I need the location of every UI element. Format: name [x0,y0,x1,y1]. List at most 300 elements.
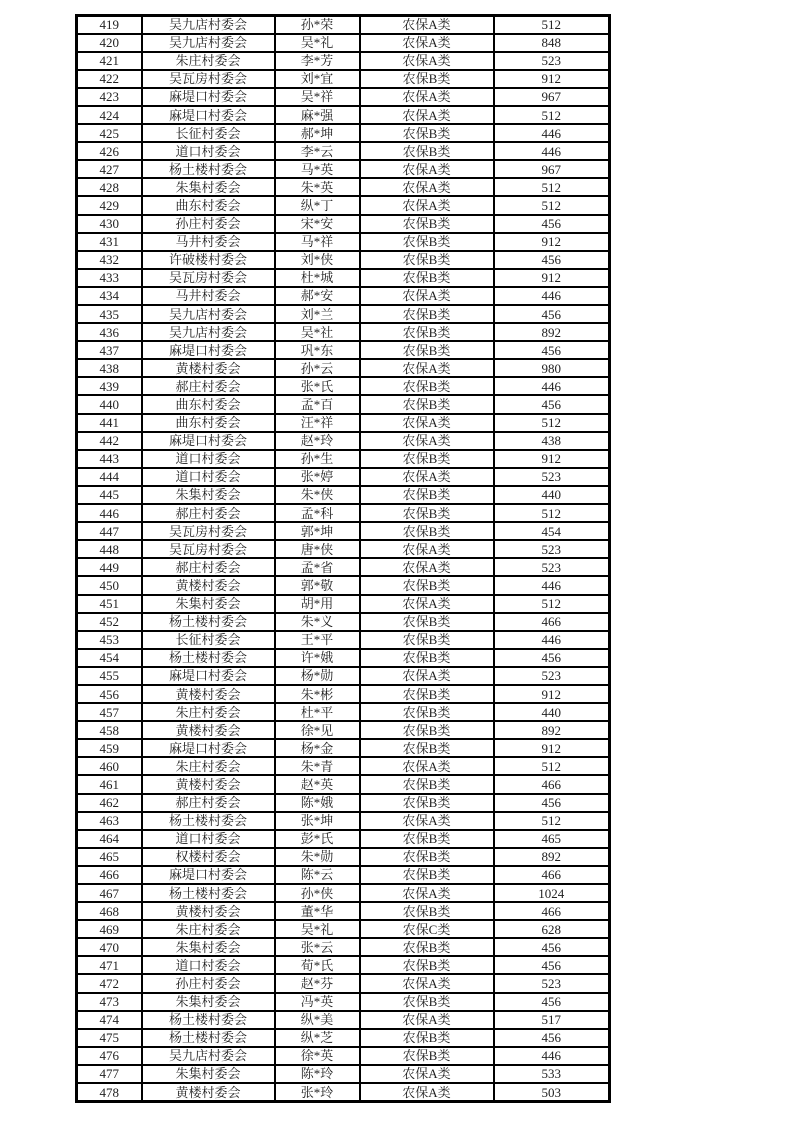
cell-amount: 456 [494,649,610,667]
cell-person-name: 朱*勋 [275,848,360,866]
table-row [77,830,610,848]
cell-amount: 512 [494,812,610,830]
cell-amount: 446 [494,287,610,305]
cell-person-name: 刘*宜 [275,70,360,88]
table-row [77,305,610,323]
cell-amount: 533 [494,1065,610,1083]
cell-row-number: 457 [77,703,142,721]
cell-insurance-category: 农保B类 [360,305,494,323]
cell-row-number: 459 [77,739,142,757]
cell-insurance-category: 农保B类 [360,902,494,920]
cell-insurance-category: 农保A类 [360,667,494,685]
cell-amount: 912 [494,739,610,757]
cell-insurance-category: 农保A类 [360,196,494,214]
cell-person-name: 孟*省 [275,558,360,576]
cell-amount: 456 [494,938,610,956]
cell-amount: 523 [494,558,610,576]
cell-insurance-category: 农保B类 [360,522,494,540]
cell-amount: 456 [494,956,610,974]
cell-row-number: 445 [77,486,142,504]
cell-village-committee: 朱集村委会 [142,938,275,956]
table-row [77,866,610,884]
table-row [77,432,610,450]
table-row [77,595,610,613]
cell-person-name: 汪*祥 [275,414,360,432]
cell-person-name: 吴*礼 [275,34,360,52]
cell-person-name: 张*云 [275,938,360,956]
cell-amount: 466 [494,902,610,920]
cell-row-number: 439 [77,377,142,395]
cell-person-name: 徐*见 [275,721,360,739]
cell-insurance-category: 农保A类 [360,106,494,124]
table-row [77,16,610,34]
cell-row-number: 433 [77,269,142,287]
cell-row-number: 419 [77,16,142,34]
cell-person-name: 孙*荣 [275,16,360,34]
cell-person-name: 刘*侠 [275,251,360,269]
cell-amount: 456 [494,1029,610,1047]
cell-person-name: 陈*娥 [275,794,360,812]
cell-village-committee: 杨土楼村委会 [142,1011,275,1029]
cell-insurance-category: 农保C类 [360,920,494,938]
cell-amount: 456 [494,794,610,812]
cell-village-committee: 长征村委会 [142,631,275,649]
table-row [77,794,610,812]
cell-person-name: 郭*坤 [275,522,360,540]
cell-row-number: 422 [77,70,142,88]
cell-row-number: 437 [77,341,142,359]
cell-village-committee: 吴瓦房村委会 [142,70,275,88]
cell-row-number: 478 [77,1083,142,1101]
cell-amount: 446 [494,576,610,594]
cell-insurance-category: 农保B类 [360,613,494,631]
cell-amount: 440 [494,703,610,721]
cell-amount: 912 [494,233,610,251]
cell-row-number: 431 [77,233,142,251]
table-row [77,215,610,233]
cell-row-number: 421 [77,52,142,70]
cell-row-number: 464 [77,830,142,848]
table-row [77,160,610,178]
cell-row-number: 472 [77,974,142,992]
table-row [77,703,610,721]
cell-amount: 456 [494,251,610,269]
cell-village-committee: 道口村委会 [142,450,275,468]
cell-insurance-category: 农保A类 [360,160,494,178]
cell-person-name: 吴*祥 [275,88,360,106]
cell-person-name: 胡*用 [275,595,360,613]
cell-amount: 440 [494,486,610,504]
cell-village-committee: 道口村委会 [142,956,275,974]
cell-village-committee: 吴瓦房村委会 [142,540,275,558]
cell-insurance-category: 农保A类 [360,1083,494,1101]
cell-insurance-category: 农保A类 [360,540,494,558]
cell-village-committee: 杨土楼村委会 [142,613,275,631]
table-row [77,938,610,956]
table-row [77,522,610,540]
cell-village-committee: 吴九店村委会 [142,34,275,52]
cell-insurance-category: 农保A类 [360,34,494,52]
cell-village-committee: 孙庄村委会 [142,215,275,233]
cell-person-name: 纵*丁 [275,196,360,214]
cell-person-name: 王*平 [275,631,360,649]
cell-row-number: 430 [77,215,142,233]
table-row [77,486,610,504]
cell-village-committee: 许破楼村委会 [142,251,275,269]
cell-insurance-category: 农保B类 [360,341,494,359]
cell-row-number: 469 [77,920,142,938]
cell-person-name: 朱*青 [275,757,360,775]
cell-insurance-category: 农保B类 [360,124,494,142]
cell-village-committee: 杨土楼村委会 [142,884,275,902]
table-row [77,685,610,703]
cell-insurance-category: 农保B类 [360,956,494,974]
cell-row-number: 460 [77,757,142,775]
cell-row-number: 455 [77,667,142,685]
cell-person-name: 朱*彬 [275,685,360,703]
cell-village-committee: 朱庄村委会 [142,757,275,775]
cell-amount: 512 [494,16,610,34]
cell-row-number: 435 [77,305,142,323]
table-row [77,450,610,468]
cell-insurance-category: 农保A类 [360,974,494,992]
table-row [77,920,610,938]
cell-row-number: 452 [77,613,142,631]
cell-person-name: 杜*平 [275,703,360,721]
cell-row-number: 466 [77,866,142,884]
cell-amount: 967 [494,88,610,106]
cell-person-name: 孟*百 [275,395,360,413]
cell-village-committee: 杨土楼村委会 [142,1029,275,1047]
cell-amount: 1024 [494,884,610,902]
cell-amount: 523 [494,540,610,558]
cell-person-name: 张*氏 [275,377,360,395]
cell-row-number: 465 [77,848,142,866]
cell-amount: 512 [494,196,610,214]
table-row [77,1083,610,1101]
cell-person-name: 巩*东 [275,341,360,359]
cell-insurance-category: 农保B类 [360,649,494,667]
cell-person-name: 唐*侠 [275,540,360,558]
cell-insurance-category: 农保B类 [360,70,494,88]
cell-village-committee: 权楼村委会 [142,848,275,866]
table-row [77,468,610,486]
cell-insurance-category: 农保B类 [360,993,494,1011]
cell-insurance-category: 农保A类 [360,359,494,377]
cell-row-number: 443 [77,450,142,468]
cell-insurance-category: 农保B类 [360,1029,494,1047]
cell-row-number: 423 [77,88,142,106]
cell-person-name: 吴*社 [275,323,360,341]
cell-village-committee: 吴瓦房村委会 [142,269,275,287]
cell-amount: 503 [494,1083,610,1101]
cell-person-name: 孙*云 [275,359,360,377]
table-row [77,757,610,775]
cell-row-number: 474 [77,1011,142,1029]
cell-row-number: 471 [77,956,142,974]
cell-row-number: 426 [77,142,142,160]
table-row [77,196,610,214]
cell-row-number: 420 [77,34,142,52]
cell-insurance-category: 农保A类 [360,595,494,613]
cell-village-committee: 朱集村委会 [142,178,275,196]
cell-amount: 466 [494,775,610,793]
cell-village-committee: 郝庄村委会 [142,377,275,395]
table-row [77,377,610,395]
cell-insurance-category: 农保B类 [360,1047,494,1065]
cell-person-name: 马*祥 [275,233,360,251]
cell-amount: 456 [494,305,610,323]
cell-person-name: 陈*玲 [275,1065,360,1083]
cell-row-number: 461 [77,775,142,793]
cell-insurance-category: 农保A类 [360,432,494,450]
cell-amount: 438 [494,432,610,450]
cell-insurance-category: 农保B类 [360,142,494,160]
cell-row-number: 462 [77,794,142,812]
cell-amount: 628 [494,920,610,938]
cell-person-name: 郝*安 [275,287,360,305]
table-row [77,269,610,287]
cell-village-committee: 马井村委会 [142,287,275,305]
cell-amount: 456 [494,341,610,359]
cell-row-number: 438 [77,359,142,377]
cell-village-committee: 郝庄村委会 [142,504,275,522]
cell-row-number: 468 [77,902,142,920]
cell-row-number: 447 [77,522,142,540]
table-row [77,721,610,739]
table-row [77,1047,610,1065]
cell-village-committee: 黄楼村委会 [142,576,275,594]
cell-village-committee: 黄楼村委会 [142,1083,275,1101]
cell-amount: 523 [494,667,610,685]
cell-amount: 980 [494,359,610,377]
table-row [77,142,610,160]
cell-person-name: 郭*敬 [275,576,360,594]
cell-row-number: 436 [77,323,142,341]
cell-village-committee: 朱集村委会 [142,1065,275,1083]
cell-row-number: 451 [77,595,142,613]
cell-amount: 456 [494,993,610,1011]
cell-insurance-category: 农保B类 [360,775,494,793]
cell-amount: 456 [494,215,610,233]
table-row [77,613,610,631]
cell-row-number: 454 [77,649,142,667]
cell-village-committee: 黄楼村委会 [142,359,275,377]
cell-village-committee: 曲东村委会 [142,414,275,432]
table-row [77,812,610,830]
cell-amount: 456 [494,395,610,413]
cell-row-number: 456 [77,685,142,703]
cell-person-name: 孙*生 [275,450,360,468]
cell-village-committee: 道口村委会 [142,830,275,848]
cell-village-committee: 杨土楼村委会 [142,649,275,667]
cell-village-committee: 麻堤口村委会 [142,739,275,757]
cell-village-committee: 杨土楼村委会 [142,160,275,178]
cell-village-committee: 长征村委会 [142,124,275,142]
cell-row-number: 440 [77,395,142,413]
table-row [77,739,610,757]
cell-person-name: 杨*勋 [275,667,360,685]
cell-insurance-category: 农保A类 [360,178,494,196]
cell-person-name: 孟*科 [275,504,360,522]
cell-insurance-category: 农保B类 [360,866,494,884]
cell-person-name: 马*英 [275,160,360,178]
cell-village-committee: 吴九店村委会 [142,323,275,341]
cell-village-committee: 朱庄村委会 [142,703,275,721]
cell-row-number: 473 [77,993,142,1011]
cell-village-committee: 杨土楼村委会 [142,812,275,830]
cell-insurance-category: 农保B类 [360,486,494,504]
cell-village-committee: 马井村委会 [142,233,275,251]
cell-amount: 446 [494,1047,610,1065]
cell-insurance-category: 农保A类 [360,52,494,70]
cell-village-committee: 郝庄村委会 [142,794,275,812]
cell-village-committee: 孙庄村委会 [142,974,275,992]
table-row [77,34,610,52]
cell-amount: 446 [494,124,610,142]
cell-village-committee: 吴九店村委会 [142,16,275,34]
cell-amount: 912 [494,70,610,88]
cell-insurance-category: 农保B类 [360,739,494,757]
cell-amount: 512 [494,178,610,196]
table-row [77,504,610,522]
table-row [77,395,610,413]
cell-person-name: 李*芳 [275,52,360,70]
cell-person-name: 李*云 [275,142,360,160]
cell-village-committee: 道口村委会 [142,468,275,486]
table-row [77,52,610,70]
table-row [77,1011,610,1029]
table-row [77,359,610,377]
cell-insurance-category: 农保B类 [360,504,494,522]
cell-insurance-category: 农保B类 [360,323,494,341]
cell-village-committee: 曲东村委会 [142,196,275,214]
cell-person-name: 宋*安 [275,215,360,233]
cell-person-name: 纵*美 [275,1011,360,1029]
table-row [77,178,610,196]
cell-insurance-category: 农保B类 [360,215,494,233]
cell-row-number: 476 [77,1047,142,1065]
cell-insurance-category: 农保A类 [360,558,494,576]
cell-village-committee: 麻堤口村委会 [142,341,275,359]
cell-village-committee: 朱庄村委会 [142,52,275,70]
cell-village-committee: 朱庄村委会 [142,920,275,938]
cell-village-committee: 麻堤口村委会 [142,88,275,106]
cell-insurance-category: 农保B类 [360,938,494,956]
cell-amount: 892 [494,848,610,866]
cell-person-name: 朱*英 [275,178,360,196]
cell-village-committee: 麻堤口村委会 [142,106,275,124]
insurance-records-table [75,14,611,1103]
cell-person-name: 郝*坤 [275,124,360,142]
table-row [77,106,610,124]
table-row [77,974,610,992]
cell-village-committee: 麻堤口村委会 [142,667,275,685]
table-row [77,1029,610,1047]
cell-person-name: 刘*兰 [275,305,360,323]
cell-insurance-category: 农保B类 [360,395,494,413]
cell-village-committee: 吴九店村委会 [142,305,275,323]
cell-person-name: 麻*强 [275,106,360,124]
cell-amount: 465 [494,830,610,848]
cell-person-name: 张*婷 [275,468,360,486]
cell-row-number: 428 [77,178,142,196]
cell-village-committee: 黄楼村委会 [142,685,275,703]
cell-person-name: 杜*城 [275,269,360,287]
cell-insurance-category: 农保B类 [360,269,494,287]
cell-row-number: 442 [77,432,142,450]
cell-insurance-category: 农保B类 [360,377,494,395]
table-row [77,631,610,649]
cell-row-number: 441 [77,414,142,432]
cell-village-committee: 麻堤口村委会 [142,866,275,884]
cell-insurance-category: 农保A类 [360,1011,494,1029]
cell-insurance-category: 农保A类 [360,1065,494,1083]
table-row [77,649,610,667]
cell-person-name: 张*玲 [275,1083,360,1101]
cell-row-number: 477 [77,1065,142,1083]
cell-insurance-category: 农保B类 [360,721,494,739]
cell-amount: 512 [494,757,610,775]
table-row [77,576,610,594]
cell-row-number: 470 [77,938,142,956]
cell-amount: 512 [494,504,610,522]
cell-row-number: 432 [77,251,142,269]
cell-amount: 523 [494,52,610,70]
table-row [77,233,610,251]
cell-insurance-category: 农保A类 [360,757,494,775]
cell-insurance-category: 农保A类 [360,884,494,902]
cell-insurance-category: 农保B类 [360,794,494,812]
cell-amount: 912 [494,450,610,468]
cell-insurance-category: 农保A类 [360,88,494,106]
table-row [77,667,610,685]
cell-amount: 466 [494,613,610,631]
table-row [77,88,610,106]
cell-insurance-category: 农保B类 [360,576,494,594]
cell-amount: 912 [494,269,610,287]
cell-amount: 466 [494,866,610,884]
cell-person-name: 赵*芬 [275,974,360,992]
table-row [77,848,610,866]
cell-row-number: 458 [77,721,142,739]
cell-person-name: 陈*云 [275,866,360,884]
table-row [77,287,610,305]
cell-village-committee: 道口村委会 [142,142,275,160]
table-row [77,540,610,558]
cell-person-name: 董*华 [275,902,360,920]
cell-amount: 892 [494,721,610,739]
cell-person-name: 朱*侠 [275,486,360,504]
cell-row-number: 425 [77,124,142,142]
cell-amount: 912 [494,685,610,703]
cell-row-number: 424 [77,106,142,124]
cell-row-number: 467 [77,884,142,902]
cell-amount: 512 [494,106,610,124]
cell-row-number: 446 [77,504,142,522]
cell-amount: 446 [494,142,610,160]
table-row [77,70,610,88]
cell-row-number: 427 [77,160,142,178]
cell-amount: 512 [494,595,610,613]
cell-village-committee: 吴瓦房村委会 [142,522,275,540]
cell-person-name: 许*娥 [275,649,360,667]
cell-village-committee: 朱集村委会 [142,595,275,613]
cell-person-name: 彭*氏 [275,830,360,848]
cell-amount: 512 [494,414,610,432]
cell-person-name: 冯*英 [275,993,360,1011]
cell-person-name: 张*坤 [275,812,360,830]
